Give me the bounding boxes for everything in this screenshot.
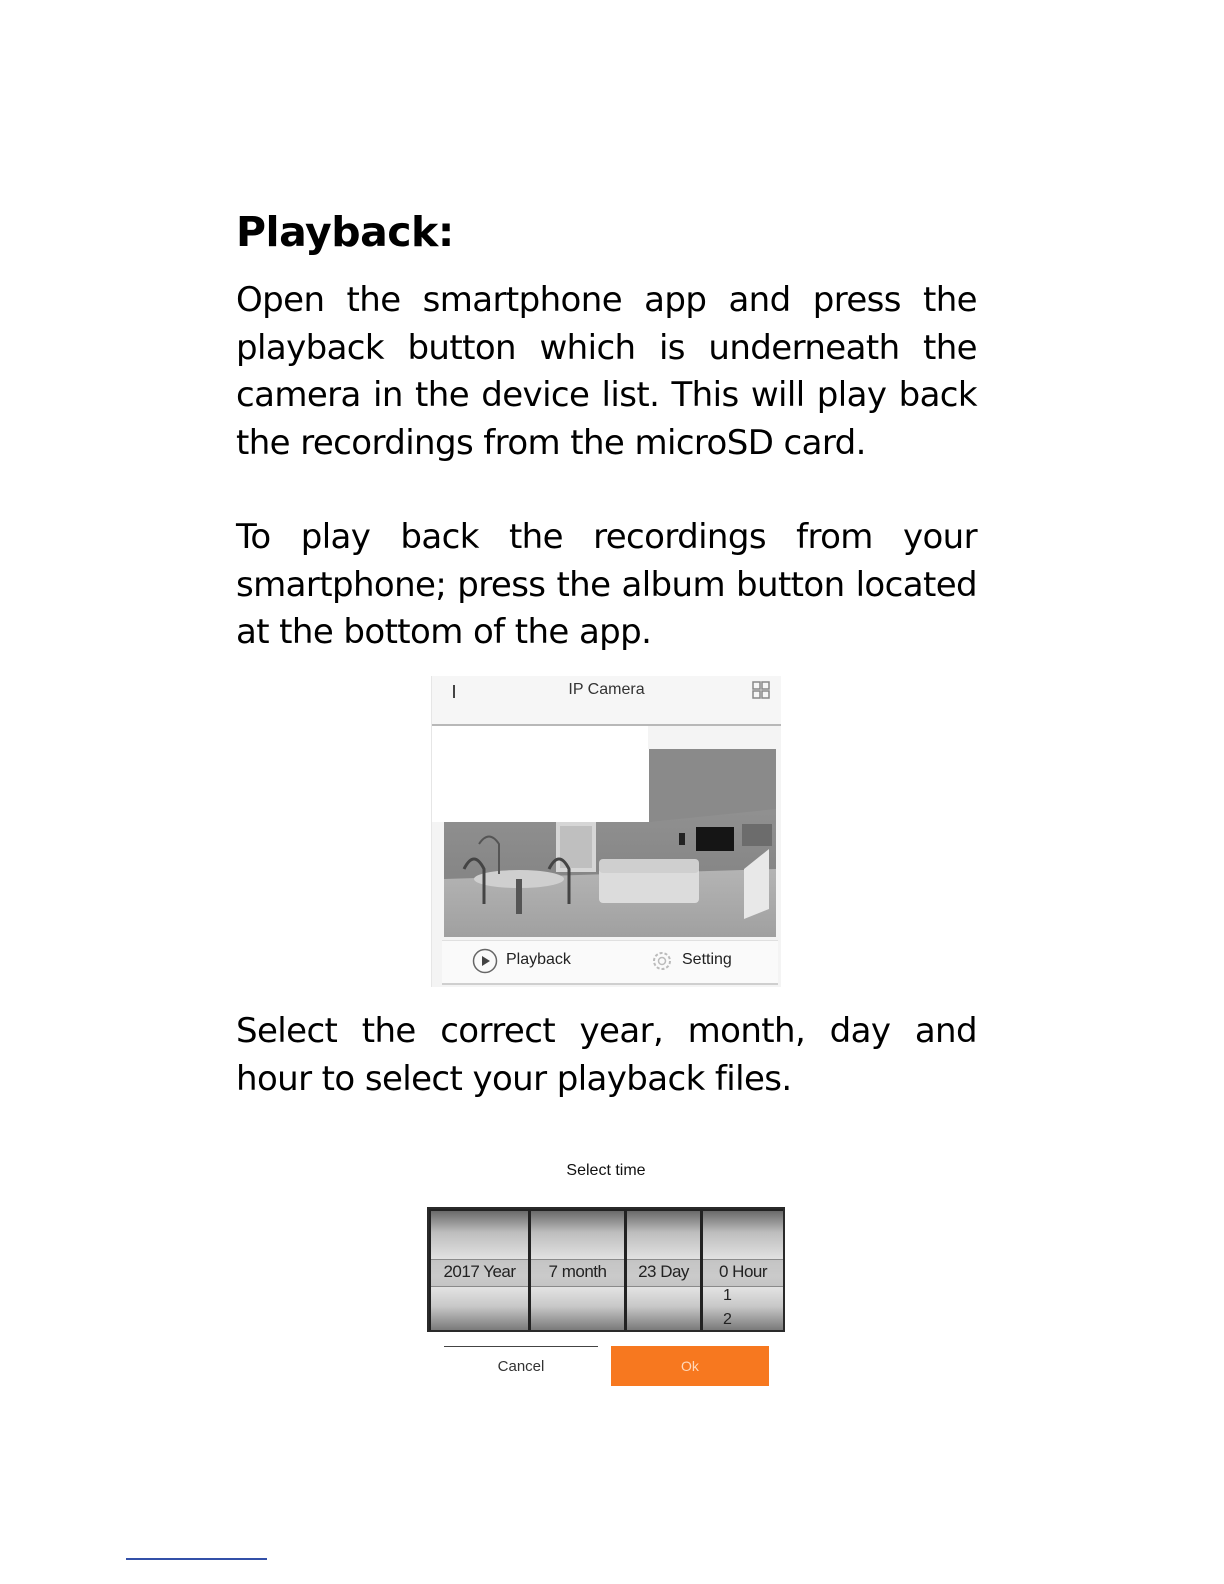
hour-wheel[interactable] [703, 1211, 783, 1330]
camera-actions-bar [442, 940, 778, 985]
setting-button[interactable]: Setting [682, 951, 732, 968]
camera-preview-image[interactable] [444, 749, 776, 937]
cancel-button[interactable]: Cancel [497, 1358, 545, 1375]
intro-paragraph: Open the smartphone app and press the playback button which is underneath the camera in the device list. This will play back the recordings from the microSD card. [236, 280, 977, 463]
hour-value: 0 Hour [718, 1262, 768, 1281]
hour-next-1: 1 [723, 1287, 732, 1304]
select-time-paragraph: Select the correct year, month, day and hour to select your playback files. [236, 1011, 977, 1099]
grid-view-icon[interactable] [752, 681, 770, 699]
ok-button[interactable]: Ok [611, 1346, 769, 1386]
app-title: IP Camera [568, 681, 645, 698]
device-list-screenshot [431, 676, 781, 987]
time-picker [427, 1207, 785, 1332]
playback-button[interactable]: Playback [506, 951, 571, 968]
album-paragraph: To play back the recordings from your smartphone; press the album button located at the bottom of the app. [236, 517, 977, 652]
time-picker-screenshot [420, 1150, 792, 1410]
month-value: 7 month [548, 1262, 607, 1281]
day-value: 23 Day [638, 1262, 689, 1281]
footer-rule [126, 1558, 267, 1560]
day-wheel[interactable] [627, 1211, 700, 1330]
year-wheel[interactable] [431, 1211, 528, 1330]
gear-icon[interactable] [648, 947, 676, 975]
play-circle-icon[interactable] [472, 948, 498, 974]
month-wheel[interactable] [531, 1211, 624, 1330]
app-top-bar [432, 676, 781, 726]
hour-next-2: 2 [723, 1311, 732, 1328]
page-heading: Playback: [236, 208, 454, 256]
year-value: 2017 Year [443, 1262, 516, 1281]
picker-title: Select time [566, 1162, 646, 1179]
